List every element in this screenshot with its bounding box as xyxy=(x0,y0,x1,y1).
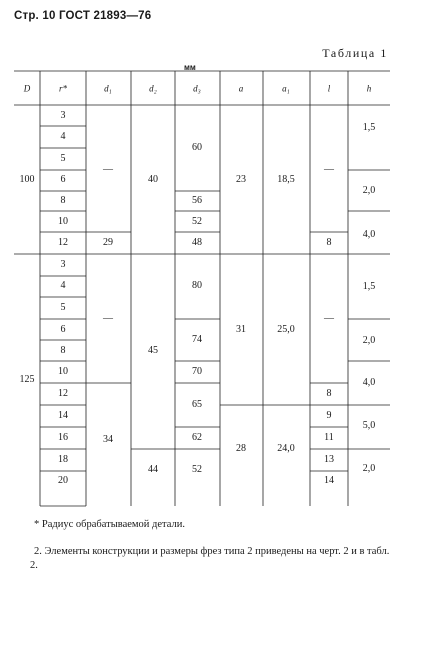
cell-r: 5 xyxy=(60,153,66,164)
units-label: мм xyxy=(184,63,196,72)
cell-a1: 25,0 xyxy=(277,324,295,335)
col-header-r: r* xyxy=(58,83,68,94)
cell-r: 8 xyxy=(60,345,66,356)
cell-a1: 24,0 xyxy=(277,443,295,454)
col-header-d3: d₃ xyxy=(193,83,201,94)
cell-d3: 62 xyxy=(192,432,202,443)
cell-d1: — xyxy=(103,164,113,175)
cell-r: 12 xyxy=(58,388,68,399)
cell-d3: 74 xyxy=(192,334,202,345)
cell-d3: 80 xyxy=(192,280,202,291)
cell-r: 6 xyxy=(60,324,66,335)
table-caption: Таблица 1 xyxy=(322,46,388,60)
col-header-l: l xyxy=(327,83,331,94)
cell-d3: 60 xyxy=(192,142,202,153)
cell-h: 4,0 xyxy=(362,229,376,240)
cell-r: 4 xyxy=(60,280,66,291)
cell-r: 5 xyxy=(60,302,66,313)
cell-h: 4,0 xyxy=(362,377,376,388)
cell-d2: 44 xyxy=(148,464,158,475)
cell-r: 6 xyxy=(60,174,66,185)
cell-r: 12 xyxy=(58,237,68,248)
cell-r: 14 xyxy=(58,410,68,421)
cell-d1: — xyxy=(103,313,113,324)
cell-d1: 34 xyxy=(103,434,113,445)
col-header-h: h xyxy=(366,83,372,94)
cell-r: 3 xyxy=(60,259,66,270)
cell-D-100: 100 xyxy=(19,174,35,185)
cell-a1: 18,5 xyxy=(277,174,295,185)
cell-r: 16 xyxy=(58,432,68,443)
cell-l: — xyxy=(324,313,334,324)
cell-l: 8 xyxy=(326,237,332,248)
col-header-d2: d₂ xyxy=(149,83,157,94)
cell-d2: 45 xyxy=(148,345,158,356)
cell-r: 10 xyxy=(58,366,68,377)
col-header-a1: a₁ xyxy=(282,83,290,94)
cell-h: 5,0 xyxy=(362,420,376,431)
cell-d3: 52 xyxy=(192,464,202,475)
cell-r: 10 xyxy=(58,216,68,227)
cell-h: 1,5 xyxy=(362,281,376,292)
cell-h: 2,0 xyxy=(362,463,376,474)
page-header: Стр. 10 ГОСТ 21893—76 xyxy=(14,10,152,22)
cell-r: 18 xyxy=(58,454,68,465)
cell-a: 31 xyxy=(236,324,246,335)
cell-l: — xyxy=(324,164,334,175)
cell-D-125: 125 xyxy=(19,374,35,385)
cell-d3: 56 xyxy=(192,195,202,206)
cell-l: 8 xyxy=(326,388,332,399)
cell-d3: 65 xyxy=(192,399,202,410)
cell-d2: 40 xyxy=(148,174,158,185)
cell-h: 2,0 xyxy=(362,335,376,346)
footnote: * Радиус обрабатываемой детали. xyxy=(34,519,185,530)
cell-h: 2,0 xyxy=(362,185,376,196)
cell-l: 11 xyxy=(324,432,334,443)
cell-r: 20 xyxy=(58,475,68,486)
cell-r: 3 xyxy=(60,110,66,121)
cell-l: 9 xyxy=(326,410,332,421)
cell-a: 28 xyxy=(236,443,246,454)
cell-d3: 70 xyxy=(192,366,202,377)
cell-d3: 52 xyxy=(192,216,202,227)
note-paragraph: 2. Элементы конструкции и размеры фрез типа 2 приведены на черт. 2 и в табл. 2. xyxy=(30,546,390,571)
cell-l: 13 xyxy=(324,454,334,465)
col-header-a: a xyxy=(238,83,244,94)
cell-d1: 29 xyxy=(103,237,113,248)
cell-l: 14 xyxy=(324,475,334,486)
cell-r: 8 xyxy=(60,195,66,206)
cell-h: 1,5 xyxy=(362,122,376,133)
col-header-d1: d₁ xyxy=(104,83,112,94)
cell-r: 4 xyxy=(60,131,66,142)
col-header-D: D xyxy=(23,83,31,94)
cell-d3: 48 xyxy=(192,237,202,248)
cell-a: 23 xyxy=(236,174,246,185)
